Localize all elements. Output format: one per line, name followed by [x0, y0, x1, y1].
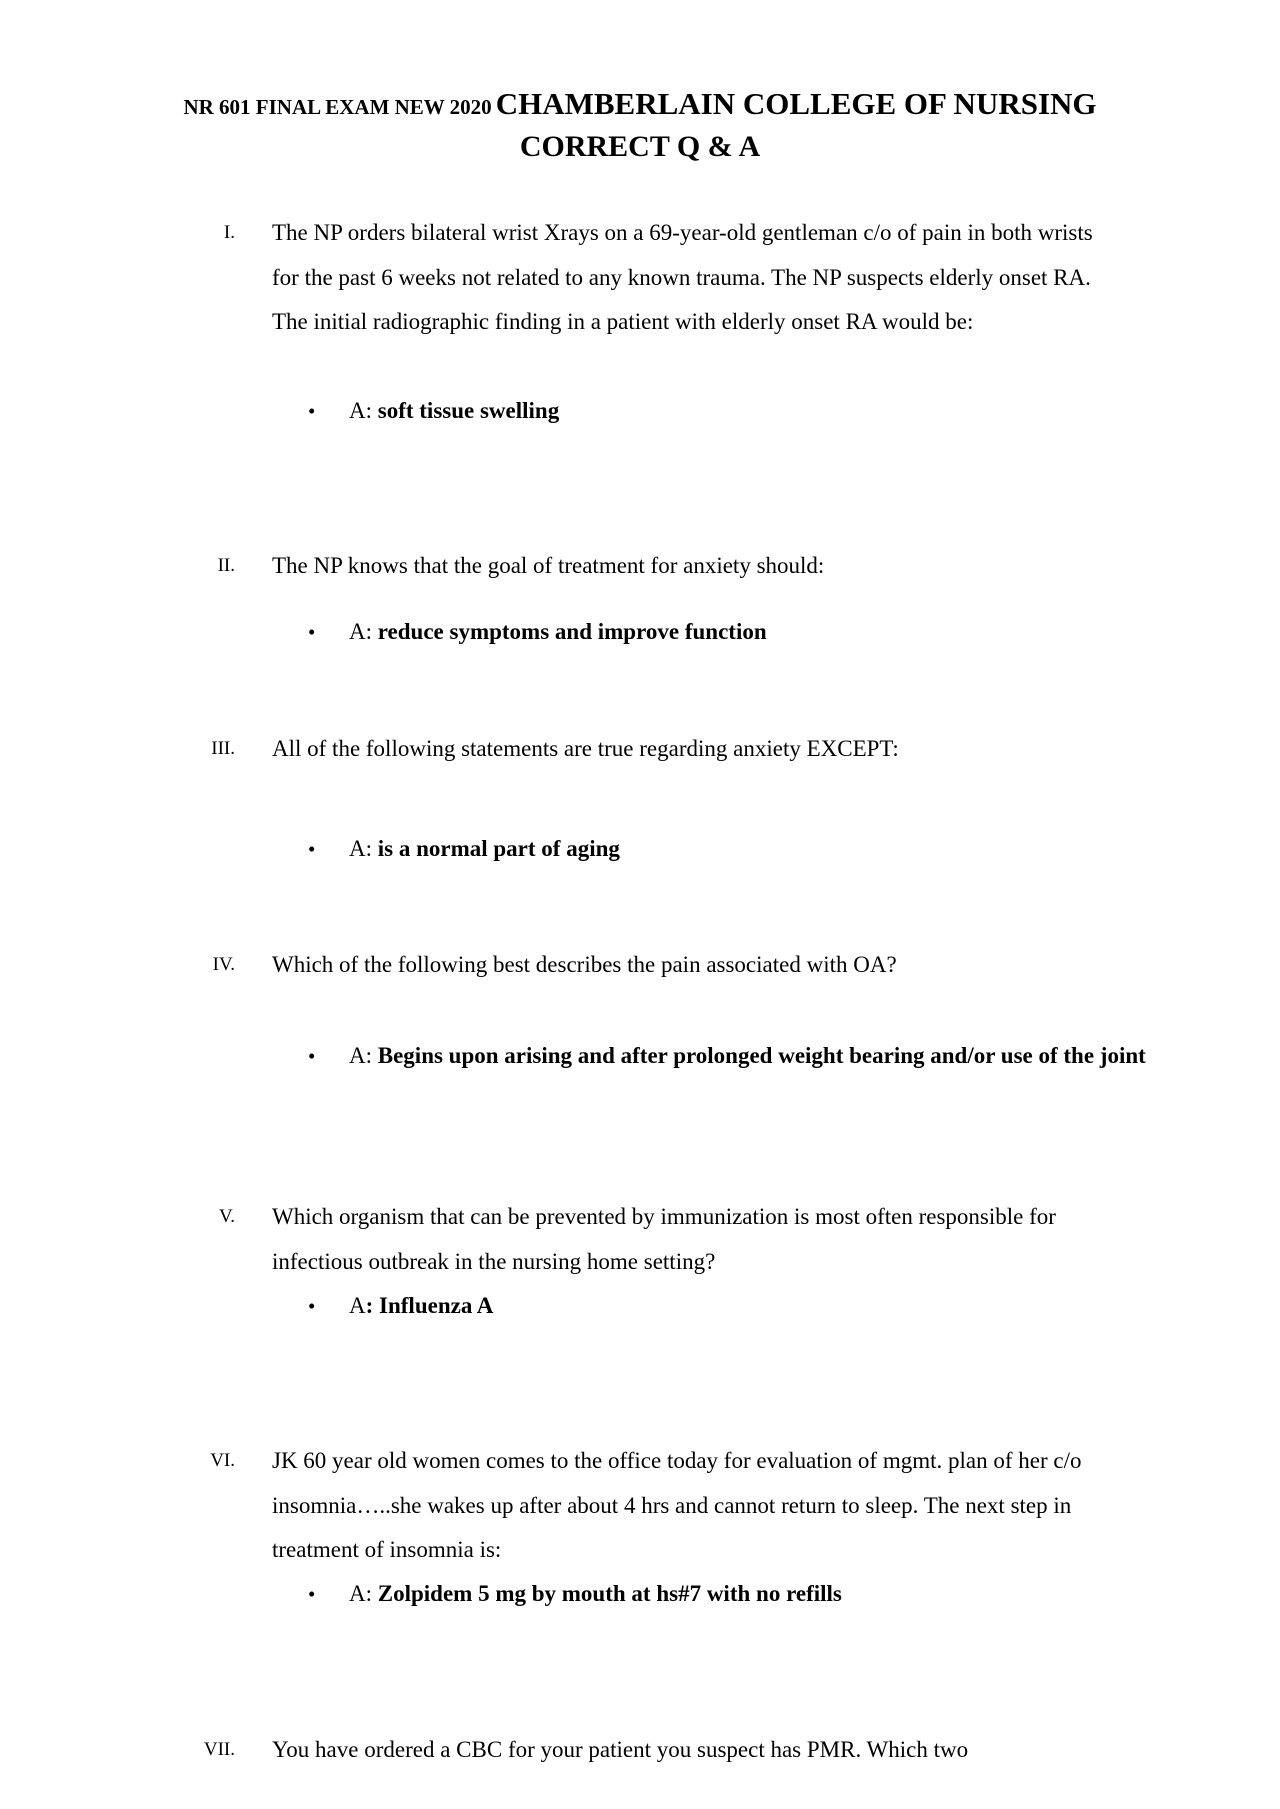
question-text: All of the following statements are true regarding anxiety EXCEPT: [272, 736, 899, 761]
question-text: The NP knows that the goal of treatment for anxiety should: [272, 553, 825, 578]
question-text: The NP orders bilateral wrist Xrays on a 69-year-old gentleman c/o of pain in both wrists for the past 6 weeks not related to any known trauma. The NP suspects elderly onset RA. The initial radiographic finding in a patient with elderly onset RA would be: [272, 220, 1093, 334]
answer-prefix: A [349, 1293, 366, 1318]
answer-text [349, 1034, 1199, 1079]
document-subtitle: CORRECT Q & A [519, 130, 761, 163]
bullet-icon: • [308, 399, 316, 423]
bullet-icon: • [308, 1044, 316, 1068]
question-number: VI. [210, 1450, 235, 1471]
answer-prefix: A: [349, 619, 378, 644]
question-number: I. [223, 222, 235, 243]
title-exam-name: NR 601 FINAL EXAM NEW 2020 [183, 95, 492, 119]
title-college-name: CHAMBERLAIN COLLEGE OF NURSING [495, 86, 1097, 121]
answer-value: : Influenza A [365, 1293, 494, 1318]
question-number: IV. [212, 954, 235, 975]
answer-prefix: A: [349, 836, 378, 861]
question-number: III. [211, 738, 235, 759]
answer-value: Zolpidem 5 mg by mouth at hs#7 with no refills [377, 1581, 842, 1606]
answer-text [349, 1572, 1199, 1617]
bullet-icon: • [308, 1294, 316, 1318]
question-number: II. [217, 555, 235, 576]
answer-value: soft tissue swelling [377, 398, 560, 423]
question-text: You have ordered a CBC for your patient you suspect has PMR. Which two [272, 1737, 969, 1762]
question-number: V. [218, 1206, 235, 1227]
bullet-icon: • [308, 837, 316, 861]
answer-value: is a normal part of aging [377, 836, 620, 861]
answer-value: reduce symptoms and improve function [377, 619, 767, 644]
answer-text [349, 1284, 1199, 1329]
bullet-icon: • [308, 620, 316, 644]
document-title [0, 82, 1280, 131]
question-text: Which of the following best describes the pain associated with OA? [272, 952, 897, 977]
answer-prefix: A: [349, 1581, 378, 1606]
question-number: VII. [203, 1739, 235, 1760]
bullet-icon: • [308, 1582, 316, 1606]
answer-text [349, 389, 1199, 434]
question-text: JK 60 year old women comes to the office today for evaluation of mgmt. plan of her c/o insomnia…..she wakes up after about 4 hrs and cannot return to sleep. The next step in treatment of insomnia is: [272, 1448, 1082, 1562]
answer-value: Begins upon arising and after prolonged weight bearing and/or use of the joint [377, 1043, 1146, 1068]
answer-text [349, 610, 1199, 655]
question-text: Which organism that can be prevented by immunization is most often responsible for infectious outbreak in the nursing home setting? [272, 1204, 1056, 1274]
answer-prefix: A: [349, 398, 378, 423]
answer-text [349, 827, 1199, 872]
answer-prefix: A: [349, 1043, 378, 1068]
